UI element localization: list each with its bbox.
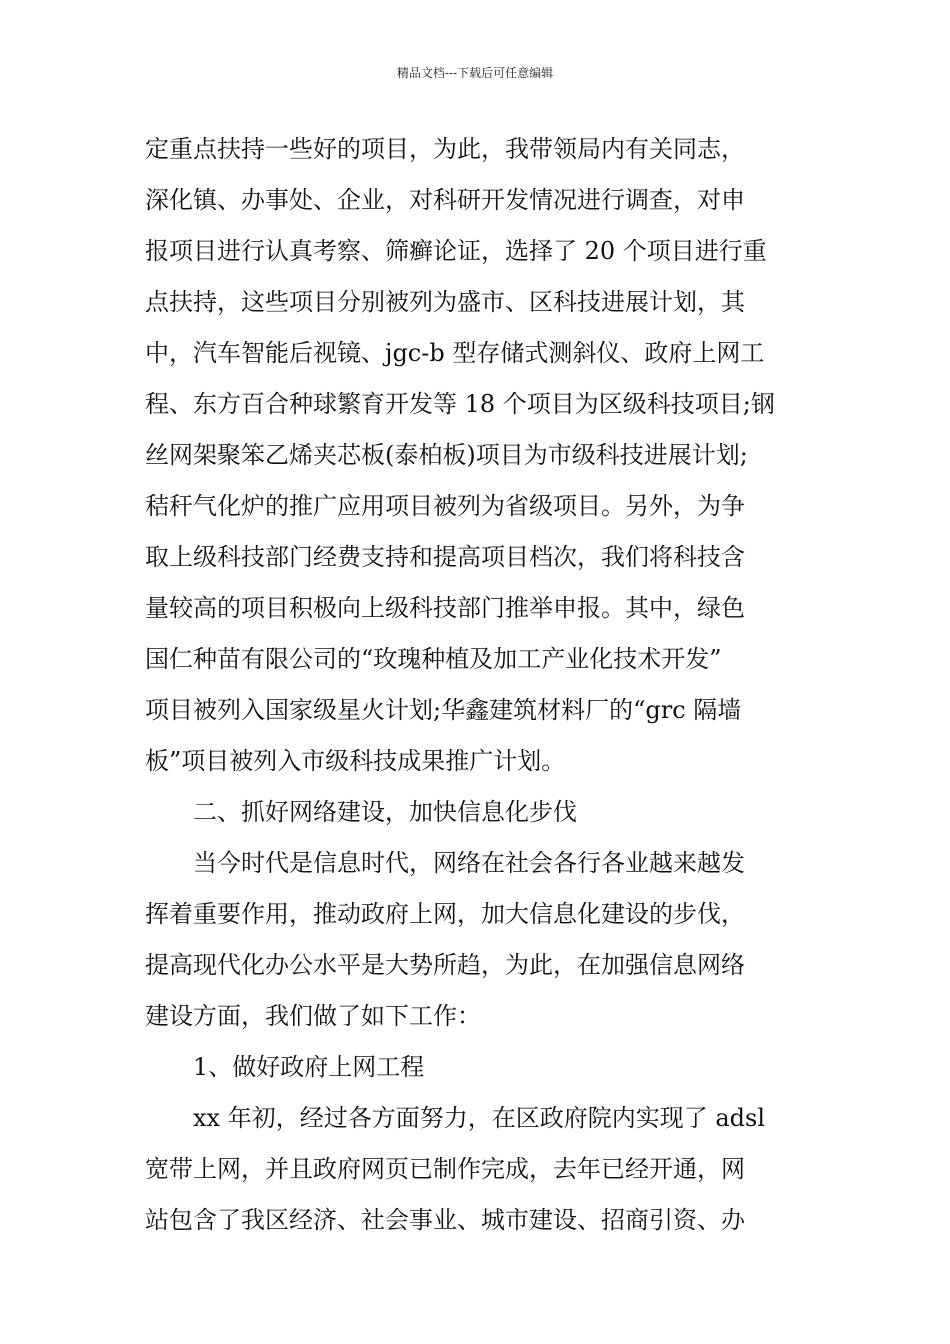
paragraph-line: 点扶持，这些项目分别被列为盛市、区科技进展计划，其 xyxy=(145,288,745,316)
paragraph-line: 丝网架聚笨乙烯夹芯板(泰柏板)项目为市级科技进展计划; xyxy=(145,441,748,469)
page-header: 精品文档---下载后可任意编辑 xyxy=(396,66,554,80)
subsection-heading: 1、做好政府上网工程 xyxy=(193,1053,425,1081)
paragraph-line: 挥着重要作用，推动政府上网，加大信息化建设的步伐， xyxy=(145,900,745,928)
paragraph-line: 中，汽车智能后视镜、jgc-b 型存储式测斜仪、政府上网工 xyxy=(145,339,765,367)
paragraph-line: 站包含了我区经济、社会事业、城市建设、招商引资、办 xyxy=(145,1206,745,1234)
paragraph-line: xx 年初，经过各方面努力，在区政府院内实现了 adsl xyxy=(193,1104,765,1132)
paragraph-line: 定重点扶持一些好的项目，为此，我带领局内有关同志， xyxy=(145,135,745,163)
document-body xyxy=(145,124,815,1246)
paragraph-line: 深化镇、办事处、企业，对科研开发情况进行调查，对申 xyxy=(145,186,745,214)
paragraph-line: 报项目进行认真考察、筛癣论证，选择了 20 个项目进行重 xyxy=(145,237,767,265)
paragraph-line: 当今时代是信息时代，网络在社会各行各业越来越发 xyxy=(193,849,745,877)
paragraph-line: 程、东方百合种球繁育开发等 18 个项目为区级科技项目;钢 xyxy=(145,390,775,418)
paragraph-line: 板”项目被列入市级科技成果推广计划。 xyxy=(145,747,566,775)
paragraph-line: 提高现代化办公水平是大势所趋，为此，在加强信息网络 xyxy=(145,951,745,979)
section-heading: 二、抓好网络建设，加快信息化步伐 xyxy=(193,798,577,826)
paragraph-line: 项目被列入国家级星火计划;华鑫建筑材料厂的“grc 隔墙 xyxy=(145,696,742,724)
paragraph-line: 宽带上网，并且政府网页已制作完成，去年已经开通，网 xyxy=(145,1155,745,1183)
paragraph-line: 取上级科技部门经费支持和提高项目档次，我们将科技含 xyxy=(145,543,745,571)
paragraph-line: 秸秆气化炉的推广应用项目被列为省级项目。另外，为争 xyxy=(145,492,745,520)
paragraph-line: 量较高的项目积极向上级科技部门推举申报。其中，绿色 xyxy=(145,594,745,622)
paragraph-line: 国仁种苗有限公司的“玫瑰种植及加工产业化技术开发” xyxy=(145,645,722,673)
paragraph-line: 建设方面，我们做了如下工作： xyxy=(145,1002,481,1030)
